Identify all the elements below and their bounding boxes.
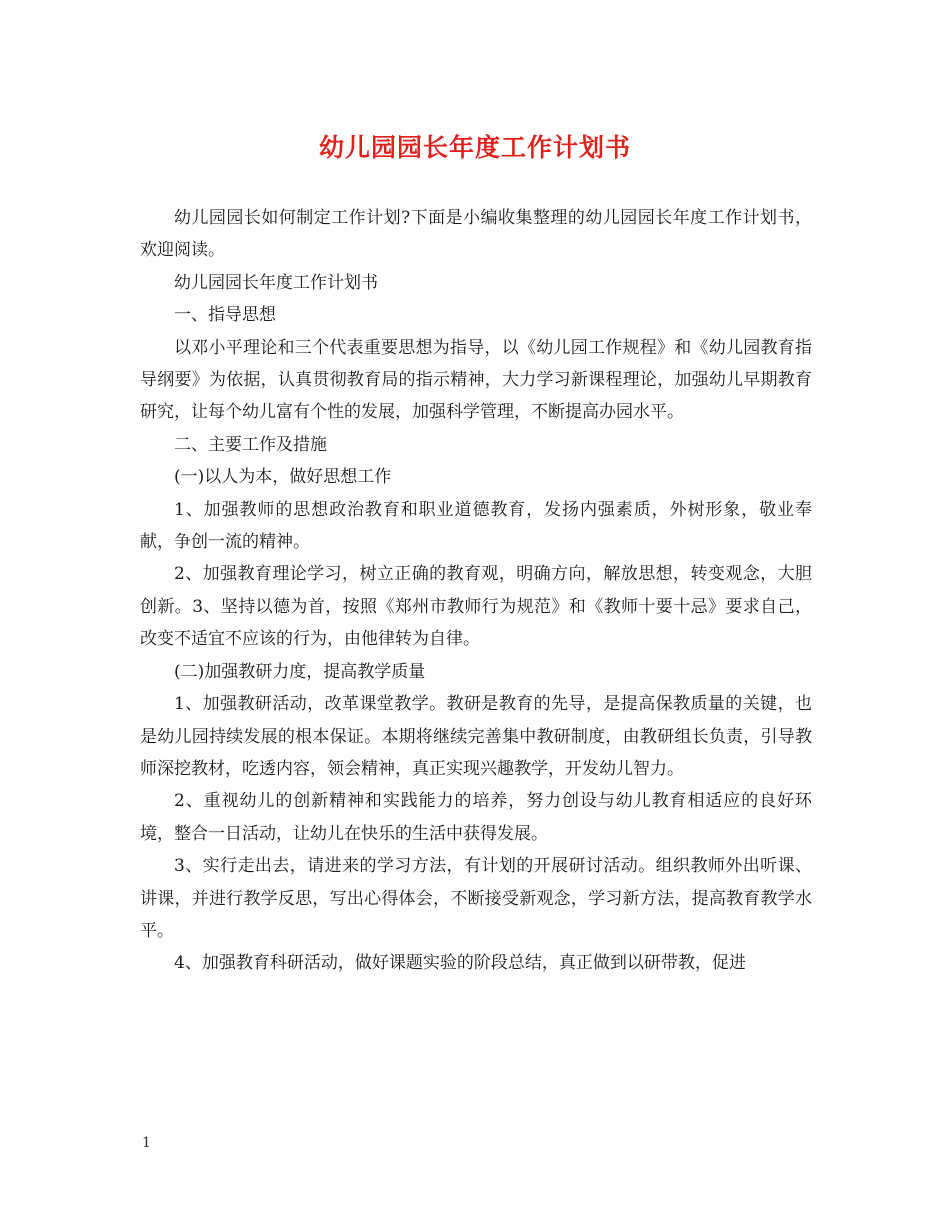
paragraph-guiding-thought: 以邓小平理论和三个代表重要思想为指导，以《幼儿园工作规程》和《幼儿园教育指导纲要》为依据，认真贯彻教育局的指示精神，大力学习新课程理论，加强幼儿早期教育研究，让每个幼儿富有个性的发展，加强科学管理，不断提高办园水平。 [140,337,812,423]
section-heading-guiding-thought: 一、指导思想 [174,305,276,326]
subsection-heading-people-oriented: (一)以人为本，做好思想工作 [174,467,392,488]
document-body [140,202,812,980]
list-item-research-4: 4、加强教育科研活动，做好课题实验的阶段总结，真正做到以研带教，促进 [174,953,746,974]
section-heading-main-work: 二、主要工作及措施 [174,434,327,455]
paragraph-subtitle: 幼儿园园长年度工作计划书 [174,272,378,293]
list-item-1: 1、加强教师的思想政治教育和职业道德教育，发扬内强素质，外树形象，敬业奉献，争创一流的精神。 [140,499,812,553]
document-title: 幼儿园园长年度工作计划书 [318,133,631,162]
list-item-research-3: 3、实行走出去，请进来的学习方法，有计划的开展研讨活动。组织教师外出听课、讲课，并进行教学反思，写出心得体会，不断接受新观念，学习新方法，提高教育教学水平。 [140,856,812,941]
list-item-research-1: 1、加强教研活动，改革课堂教学。教研是教育的先导，是提高保教质量的关键，也是幼儿园持续发展的根本保证。本期将继续完善集中教研制度，由教研组长负责，引导教师深挖教材，吃透内容，领会精神，真正实现兴趣教学，开发幼儿智力。 [140,694,812,779]
list-item-2: 2、加强教育理论学习，树立正确的教育观，明确方向，解放思想，转变观念，大胆创新。3、坚持以德为首，按照《郑州市教师行为规范》和《教师十要十忌》要求自己，改变不适宜不应该的行为，由他律转为自律。 [140,564,812,650]
subsection-heading-teaching-research: (二)加强教研力度，提高教学质量 [174,661,426,682]
list-item-research-2: 2、重视幼儿的创新精神和实践能力的培养，努力创设与幼儿教育相适应的良好环境，整合一日活动，让幼儿在快乐的生活中获得发展。 [140,791,812,844]
page-number: 1 [142,1135,151,1151]
paragraph-intro: 幼儿园园长如何制定工作计划?下面是小编收集整理的幼儿园园长年度工作计划书，欢迎阅读。 [140,208,812,261]
